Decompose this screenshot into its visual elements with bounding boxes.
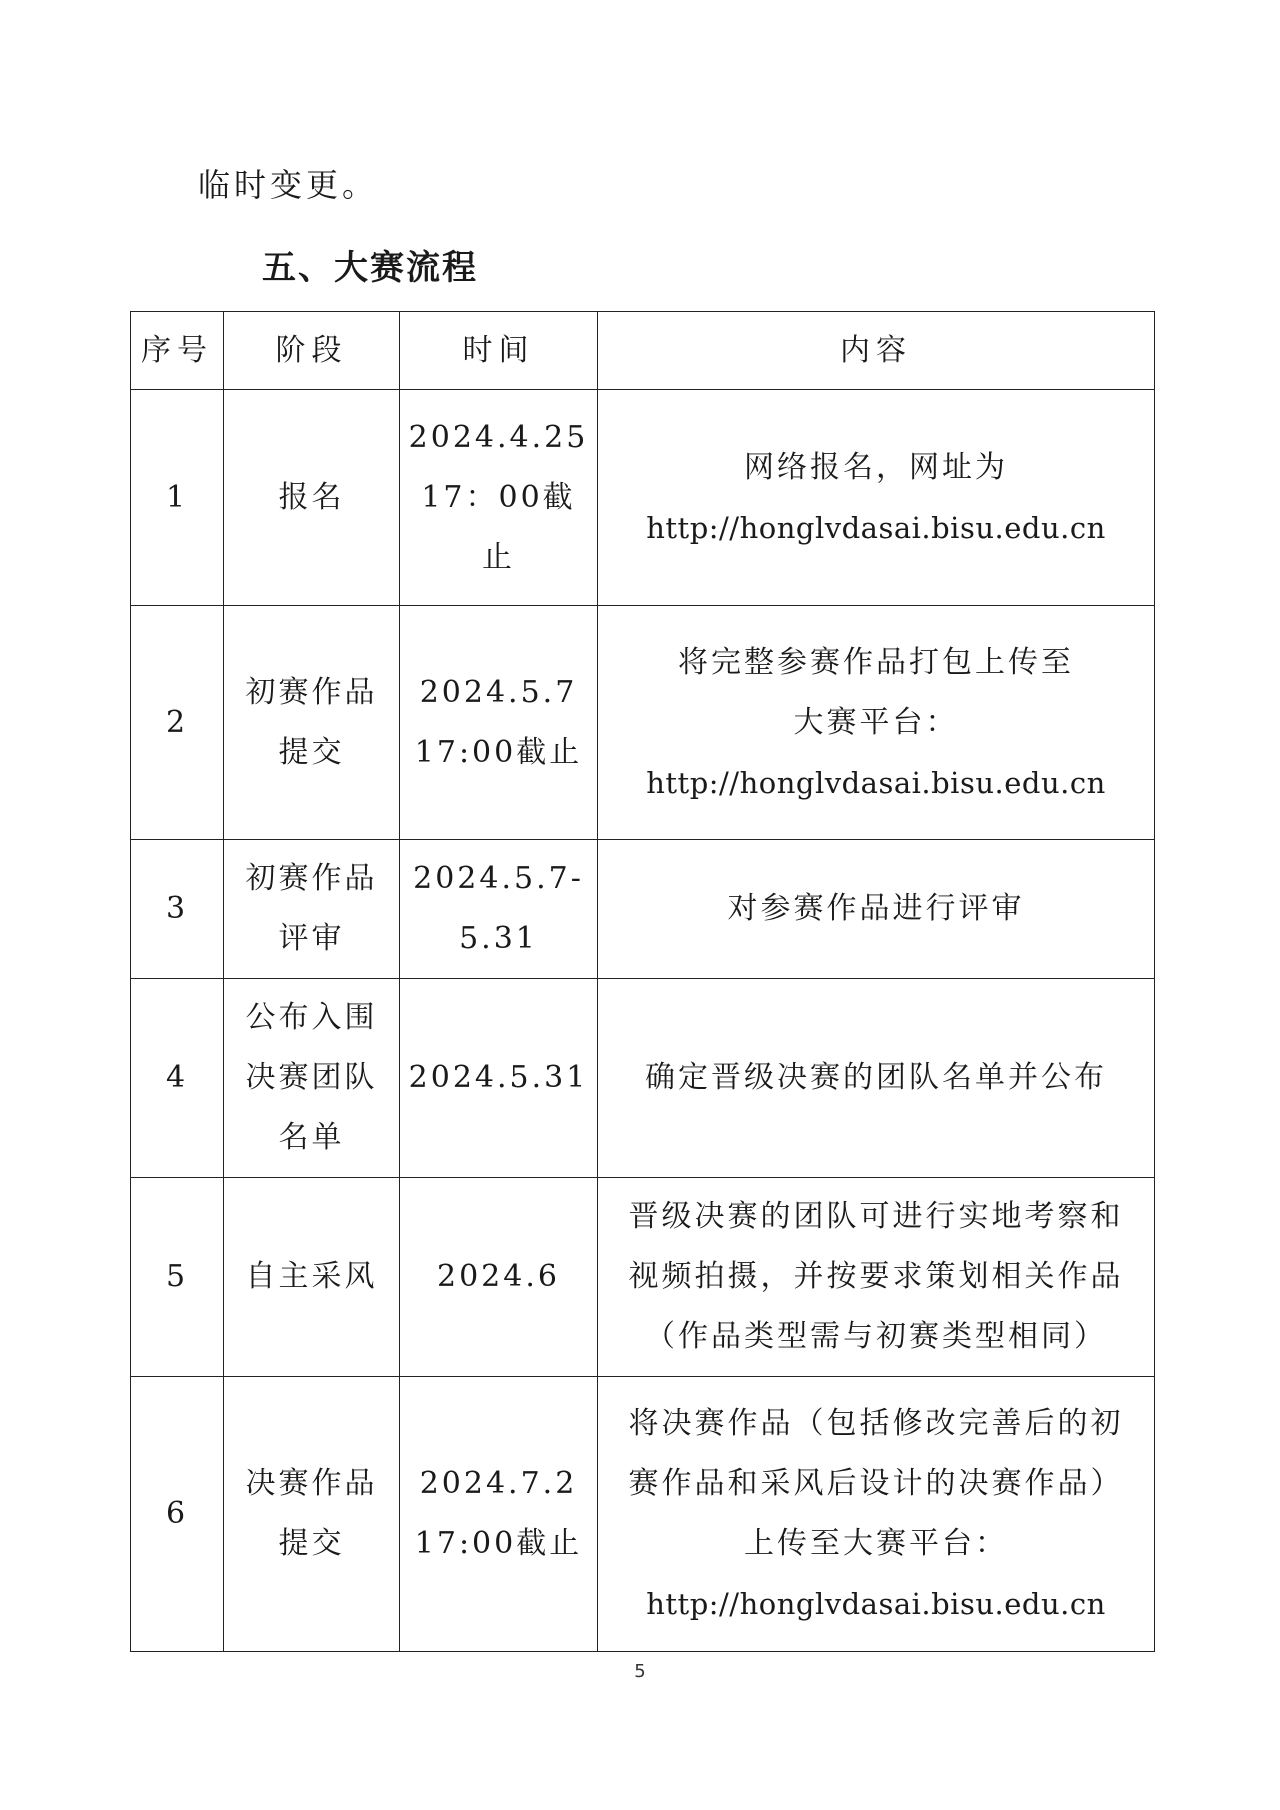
- time-line: 5.31: [459, 921, 538, 956]
- stage-line: 自主采风: [245, 1259, 378, 1294]
- row-content: [598, 1377, 1155, 1652]
- row-content: [598, 840, 1155, 979]
- row-time: [400, 979, 598, 1178]
- page-number: 5: [634, 1661, 646, 1682]
- stage-line: 决赛团队: [245, 1060, 378, 1095]
- content-line: 大赛平台：: [793, 704, 959, 740]
- stage-line: 报名: [278, 479, 345, 515]
- content-line: （作品类型需与初赛类型相同）: [645, 1319, 1107, 1354]
- stage-line: 提交: [278, 734, 345, 770]
- content-line: 晋级决赛的团队可进行实地考察和: [628, 1199, 1124, 1234]
- header-content: 内容: [598, 312, 1155, 390]
- stage-line: 评审: [278, 921, 345, 956]
- stage-line: 名单: [278, 1120, 345, 1155]
- content-url: http://honglvdasai.bisu.edu.cn: [646, 510, 1106, 545]
- row-stage: [224, 390, 400, 606]
- time-line: 17:00截止: [414, 734, 583, 770]
- table-row: [131, 390, 1155, 606]
- time-line: 2024.5.7: [419, 674, 578, 710]
- table-row: [131, 1178, 1155, 1377]
- row-no: 4: [131, 979, 224, 1178]
- content-line: 对参赛作品进行评审: [727, 891, 1025, 926]
- time-line: 2024.6: [437, 1259, 560, 1294]
- row-no: 1: [131, 390, 224, 606]
- table-row: [131, 606, 1155, 840]
- header-stage: 阶段: [224, 312, 400, 390]
- content-line: 确定晋级决赛的团队名单并公布: [645, 1060, 1107, 1095]
- stage-line: 初赛作品: [245, 674, 378, 710]
- row-stage: [224, 979, 400, 1178]
- row-content: [598, 606, 1155, 840]
- row-no: 3: [131, 840, 224, 979]
- time-line: 17:00截止: [414, 1526, 583, 1561]
- stage-line: 公布入围: [245, 1000, 378, 1035]
- stage-line: 初赛作品: [245, 861, 378, 896]
- content-line: 上传至大赛平台：: [744, 1526, 1008, 1561]
- row-content: [598, 979, 1155, 1178]
- row-stage: [224, 1377, 400, 1652]
- row-stage: [224, 606, 400, 840]
- table-row: [131, 840, 1155, 979]
- row-time: [400, 1178, 598, 1377]
- content-line: 将决赛作品（包括修改完善后的初: [628, 1406, 1124, 1441]
- row-time: [400, 606, 598, 840]
- row-stage: [224, 1178, 400, 1377]
- time-line: 17：00截: [421, 479, 576, 515]
- row-no: 2: [131, 606, 224, 840]
- section-heading: 五、大赛流程: [262, 248, 478, 288]
- row-content: [598, 1178, 1155, 1377]
- content-url: http://honglvdasai.bisu.edu.cn: [646, 1587, 1106, 1621]
- time-line: 2024.5.7-: [413, 861, 584, 896]
- content-line: 视频拍摄，并按要求策划相关作品: [628, 1259, 1124, 1294]
- stage-line: 决赛作品: [245, 1466, 378, 1501]
- header-no: 序号: [131, 312, 224, 390]
- table-row: [131, 1377, 1155, 1652]
- row-no: 5: [131, 1178, 224, 1377]
- time-line: 2024.5.31: [408, 1060, 589, 1095]
- row-content: [598, 390, 1155, 606]
- competition-schedule-table: [130, 311, 1155, 1652]
- content-line: 网络报名，网址为: [744, 449, 1008, 485]
- time-line: 2024.4.25: [408, 419, 589, 455]
- content-line: 赛作品和采风后设计的决赛作品）: [628, 1466, 1124, 1501]
- row-time: [400, 390, 598, 606]
- row-no: 6: [131, 1377, 224, 1652]
- content-line: 将完整参赛作品打包上传至: [678, 644, 1074, 680]
- row-time: [400, 840, 598, 979]
- content-url: http://honglvdasai.bisu.edu.cn: [646, 765, 1106, 800]
- stage-line: 提交: [278, 1526, 345, 1561]
- header-time: 时间: [400, 312, 598, 390]
- row-stage: [224, 840, 400, 979]
- time-line: 2024.7.2: [419, 1466, 578, 1501]
- row-time: [400, 1377, 598, 1652]
- table-header-row: [131, 312, 1155, 390]
- time-line: 止: [482, 539, 515, 575]
- table-row: [131, 979, 1155, 1178]
- continuation-text: 临时变更。: [198, 166, 379, 204]
